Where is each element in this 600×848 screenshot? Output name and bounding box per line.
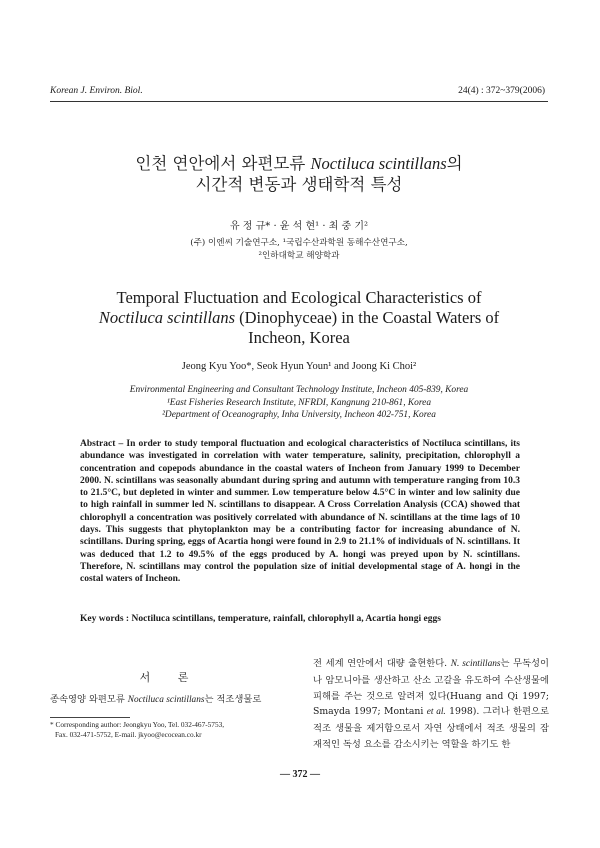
korean-title-suffix: 의	[446, 154, 463, 173]
intro-right-etal: et al.	[426, 707, 446, 718]
english-affiliation-2: ¹East Fisheries Research Institute, NFRDI, Kangnung 210-861, Korea	[166, 397, 432, 408]
keywords	[80, 614, 520, 624]
intro-right-part2: 는 무독성이나 암모니아를 생산하고 산소 고갈을 유도하여 수산생물에 피해를 주는 것으로 알려져 있다(Huang and Qi 1997; Smayda 1997; Montani	[313, 658, 550, 718]
english-title-species: Noctiluca scintillans	[98, 308, 235, 327]
english-affiliation-3: ²Department of Oceanography, Inha University, Incheon 402-751, Korea	[162, 410, 436, 420]
korean-affiliation-line1: (주) 이엔씨 기술연구소, ¹국립수산과학원 동해수산연구소,	[190, 238, 408, 248]
korean-title	[50, 153, 548, 195]
english-affiliation-1: Environmental Engineering and Consultant Technology Institute, Incheon 405-839, Korea	[129, 385, 469, 395]
footnote-line2: Fax. 032-471-5752, E-mail. jkyoo@ecocean.co.kr	[55, 729, 202, 739]
english-affiliations	[50, 384, 548, 422]
english-authors: Jeong Kyu Yoo*, Seok Hyun Youn¹ and Joong Ki Choi²	[181, 361, 417, 372]
english-title	[50, 288, 548, 348]
english-title-line1: Temporal Fluctuation and Ecological Characteristics of	[116, 288, 482, 307]
abstract-text: In order to study temporal fluctuation and ecological characteristics of Noctiluca scintillans, its abundance was investigated in correlation with water temperature, salinity, precipitation, chlorophyll a concentration and copepods abundance in the coastal waters of Incheon from January 1999 to December 2000. N. scintillans was seasonally abundant during spring and autumn with temperature ranging from 10.3 to 21.5°C, but depleted in winter and summer. Low temperature below 4.5°C in winter and low salinity due to high rainfall in summer led N. scintillans to disappear. A Cross Correlation Analysis (CCA) showed that chlorophyll a concentration was positively correlated with abundance of N. scintillans at the time lags of 10 days. This suggests that phytoplankton may be a contributing factor for increasing abundance of N. scintillans. During spring, eggs of Acartia hongi were found in 2.9 to 21.1% of individuals of N. scintillans. It was deduced that 1.2 to 49.5% of the eggs produced by A. hongi was preyed upon by N. scintillans. Therefore, N. scintillans may control the population size of initial developmental stage of A. hongi in the costal waters of Incheon.	[80, 439, 521, 585]
korean-title-species: Noctiluca scintillans	[310, 154, 447, 173]
intro-right-species: N. scintillans	[450, 659, 501, 669]
section-heading-introduction: 서 론	[139, 671, 201, 684]
intro-right-part3: 1998). 그러나 한편으로 적조 생물을 제거함으로서 자연 상태에서 적조 생물의 잠재적인 독성 요소를 감소시키는 역할을 하기도 한	[313, 706, 549, 750]
korean-affiliation-line2: ²인하대학교 해양학과	[258, 251, 340, 261]
korean-title-line2: 시간적 변동과 생태학적 특성	[195, 175, 403, 194]
abstract-label: Abstract	[80, 439, 116, 449]
footnote-line1: * Corresponding author: Jeongkyu Yoo, Tel. 032-467-5753,	[50, 720, 225, 729]
corresponding-author-footnote	[50, 720, 300, 739]
intro-left-suffix: 는 적조생물로	[204, 694, 262, 705]
journal-name: Korean J. Environ. Biol.	[50, 86, 143, 96]
korean-title-prefix: 인천 연안에서 와편모류	[135, 154, 311, 173]
abstract: Abstract – In order to study temporal fluctuation and ecological characteristics of Noctiluca scintillans, its abundance was investigated in correlation with water temperature, salinity, precipitation, chlorophyll a concentration and copepods abundance in the coastal waters of Incheon from January 1999 to December 2000. N. scintillans was seasonally abundant during spring and autumn with temperature ranging from 10.3 to 21.5°C, but depleted in winter and summer. Low temperature below 4.5°C in winter and low salinity due to high rainfall in summer led N. scintillans to disappear. A Cross Correlation Analysis (CCA) showed that chlorophyll a concentration was positively correlated with abundance of N. scintillans at the time lags of 10 days. This suggests that phytoplankton may be a contributing factor for increasing abundance of N. scintillans. During spring, eggs of Acartia hongi were found in 2.9 to 21.1% of individuals of N. scintillans. It was deduced that 1.2 to 49.5% of the eggs produced by A. hongi was preyed upon by N. scintillans. Therefore, N. scintillans may control the population size of initial developmental stage of A. hongi in the costal waters of Incheon.	[80, 439, 521, 585]
intro-left-species: Noctiluca scintillans	[127, 695, 205, 705]
english-title-line2: (Dinophyceae) in the Coastal Waters of	[235, 308, 500, 327]
page-number: — 372 —	[280, 769, 320, 780]
header-rule	[50, 101, 548, 102]
citation: 24(4) : 372~379(2006)	[458, 86, 545, 96]
intro-right-part1: 전 세계 연안에서 대량 출현한다.	[313, 658, 451, 669]
footnote-rule	[50, 717, 130, 718]
introduction-right-column	[313, 656, 549, 753]
korean-authors: 유 정 규* · 윤 석 현¹ · 최 중 기²	[229, 221, 369, 232]
english-title-line3: Incheon, Korea	[248, 328, 350, 347]
intro-left-prefix: 종속영양 와편모류	[50, 694, 128, 705]
keywords-label: Key words :	[80, 614, 130, 624]
keywords-text: Noctiluca scintillans, temperature, rainfall, chlorophyll a, Acartia hongi eggs	[131, 614, 441, 624]
korean-affiliations	[50, 237, 548, 263]
introduction-left-column	[50, 693, 290, 707]
